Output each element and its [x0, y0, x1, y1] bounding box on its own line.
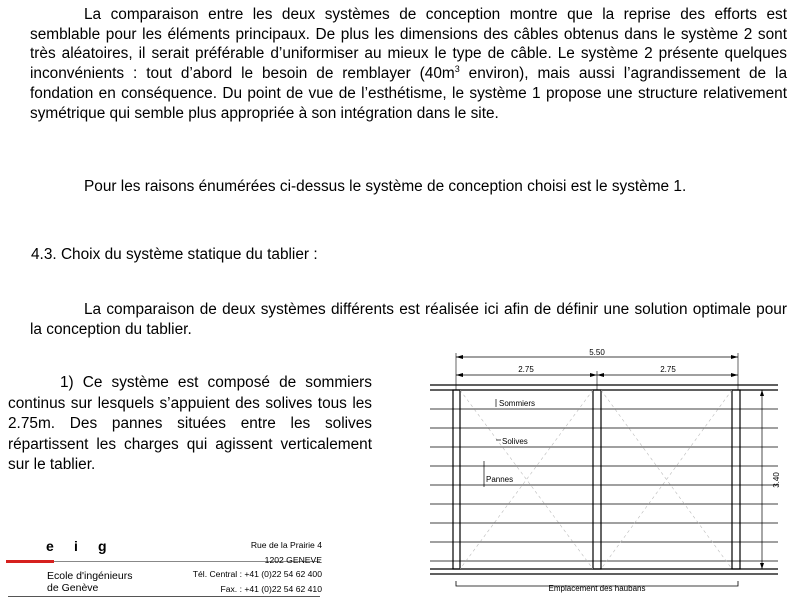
section-heading: 4.3. Choix du système statique du tablier :: [31, 246, 318, 263]
paragraph-intro-tablier-text: La comparaison de deux systèmes différents est réalisée ici afin de définir une solution optimale pour la conception du tablier.: [30, 301, 787, 338]
paragraph-comparison-text-a: La comparaison entre les deux systèmes de conception montre que la reprise des efforts est semblable pour les éléments principaux. De plus les dimensions des câbles obtenus dans le système 2 sont très aléatoires, il serait préférable d’uniformiser au mieux le type de câble. Le système 2 présente quelques inconvénients : tout d’abord le besoin de remblayer (40m: [30, 6, 787, 83]
dimension-right-label: 2.75: [660, 365, 676, 374]
label-pannes: Pannes: [486, 475, 514, 484]
address-fax: Fax. : +41 (0)22 54 62 410: [220, 584, 322, 595]
label-solives: Solives: [502, 437, 528, 446]
school-address: [193, 538, 322, 597]
address-city: 1202 GENEVE: [264, 554, 322, 565]
school-name-line1: Ecole d'ingénieurs: [47, 570, 133, 582]
label-sommiers: Sommiers: [499, 399, 536, 408]
paragraph-comparison-text-b: environ), mais aussi l’agrandissement de la fondation en conséquence. Du point de vue de l’esthétisme, le système 1 propose une structure relativement symétrique qui semble plus appropriée à son intégration dans le site.: [30, 65, 788, 122]
paragraph-conclusion: [30, 177, 787, 197]
dimension-left-label: 2.75: [518, 365, 534, 374]
superscript-cubic: 3: [454, 63, 460, 74]
footer-logo-block: [0, 538, 330, 600]
logo-letter-i: i: [74, 538, 78, 554]
label-haubans: Emplacement des haubans: [548, 584, 646, 593]
address-phone: Tél. Central : +41 (0)22 54 62 400: [192, 569, 322, 580]
paragraph-system-1: [8, 373, 372, 476]
dimension-height-label: 3.40: [772, 472, 781, 488]
address-street: Rue de la Prairie 4: [250, 540, 322, 550]
dimension-total-label: 5.50: [589, 348, 605, 357]
paragraph-intro-tablier: [30, 300, 787, 339]
logo-letter-e: e: [46, 538, 54, 554]
school-name-line2: de Genève: [47, 582, 99, 594]
logo-red-bar: [6, 560, 54, 563]
paragraph-comparison: [30, 5, 787, 123]
logo-letter-g: g: [98, 538, 107, 554]
paragraph-conclusion-text: Pour les raisons énumérées ci-dessus le système de conception choisi est le système 1.: [84, 178, 687, 195]
deck-structure-plan: [418, 345, 796, 600]
paragraph-system-1-text: 1) Ce système est composé de sommiers continus sur lesquels s’appuient des solives tous les 2.75m. Des pannes situées entre les solives répartissent les charges qui agissent verticalement sur le tablier.: [8, 374, 372, 474]
